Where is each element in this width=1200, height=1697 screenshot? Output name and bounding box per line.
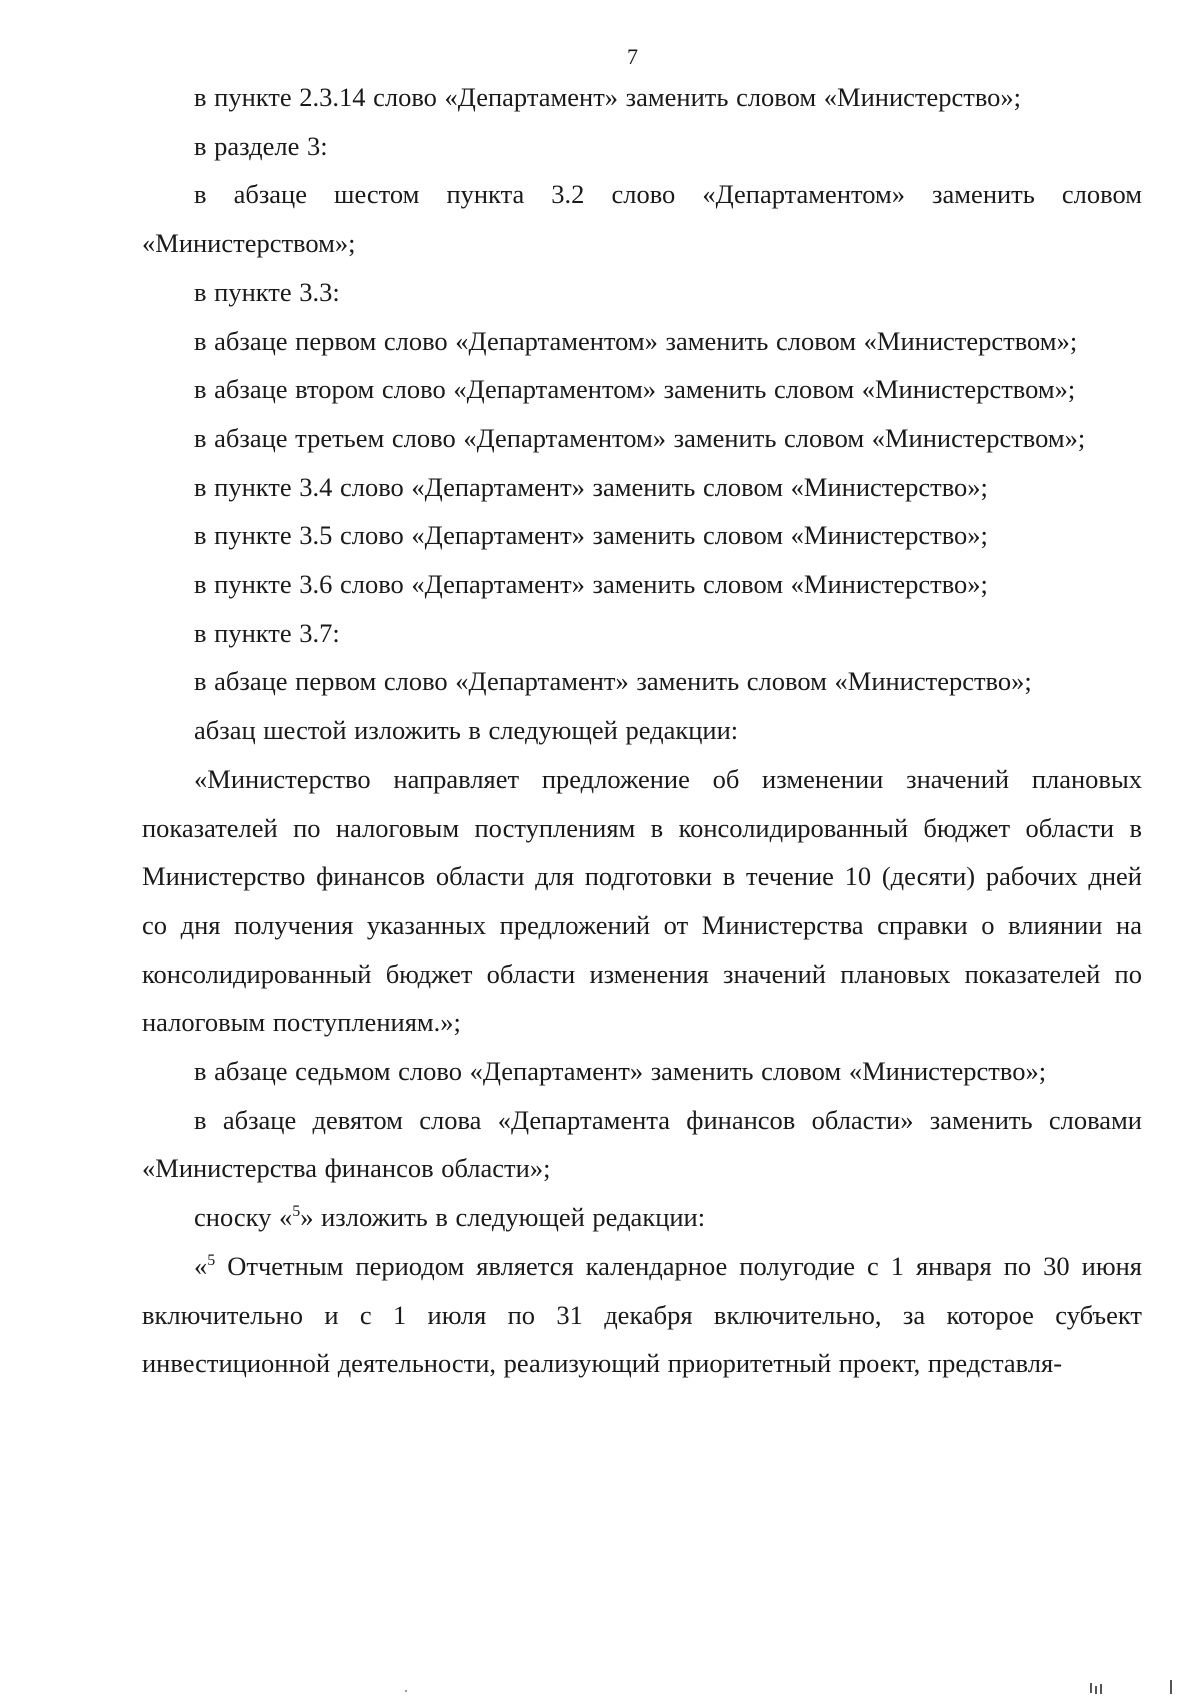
- paragraph: в абзаце девятом слова «Департамента финансов области» заменить словами «Министерства финансов области»;: [142, 1104, 1142, 1184]
- paragraph: в абзаце шестом пункта 3.2 слово «Департаментом» заменить словом «Министерством»;: [142, 179, 1142, 259]
- paragraph: в абзаце втором слово «Департаментом» заменить словом «Министерством»;: [194, 374, 1076, 405]
- paragraph: в пункте 3.6 слово «Департамент» заменить словом «Министерство»;: [194, 569, 988, 600]
- paragraph: в абзаце седьмом слово «Департамент» заменить словом «Министерство»;: [194, 1056, 1047, 1087]
- scan-artifact: [1090, 1683, 1092, 1693]
- footnote-text-paragraph: [142, 1242, 1142, 1388]
- paragraph: в пункте 3.4 слово «Департамент» заменить словом «Министерство»;: [194, 471, 988, 502]
- footnote-instruction-paragraph: [142, 1193, 1142, 1242]
- paragraph: в пункте 2.3.14 слово «Департамент» заменить словом «Министерство»;: [194, 82, 1022, 112]
- paragraph: в пункте 3.3:: [194, 276, 340, 307]
- footnote-mark: 5: [292, 1203, 301, 1221]
- footnote-instruction-prefix: сноску «: [194, 1202, 293, 1233]
- document-body: [142, 73, 1142, 1388]
- paragraph: в абзаце первом слово «Департаментом» заменить словом «Министерством»;: [194, 325, 1078, 356]
- paragraph: в разделе 3:: [194, 130, 328, 161]
- footnote-instruction-suffix: » изложить в следующей редакции:: [300, 1202, 706, 1233]
- paragraph: в пункте 3.5 слово «Департамент» заменить словом «Министерство»;: [194, 520, 988, 551]
- footnote-mark: 5: [207, 1251, 216, 1269]
- paragraph: в пункте 3.7:: [194, 617, 340, 648]
- page-number: 7: [627, 44, 638, 69]
- open-quote: «: [194, 1250, 208, 1281]
- quoted-paragraph: «Министерство направляет предложение об изменении значений плановых показателей по налоговым поступлениям в консолидированный бюджет области в Министерство финансов области для подготовки в течение 10 (десяти) рабочих дней со дня получения указанных предложений от Министерства справки о влиянии на консолидированный бюджет области изменения значений плановых показателей по налоговым поступлениям.»;: [142, 763, 1142, 1038]
- paragraph: в абзаце первом слово «Департамент» заменить словом «Министерство»;: [194, 666, 1032, 697]
- paragraph: абзац шестой изложить в следующей редакции:: [194, 715, 739, 746]
- scan-artifact: [1095, 1686, 1097, 1694]
- paragraph: в абзаце третьем слово «Департаментом» заменить словом «Министерством»;: [194, 422, 1086, 453]
- footnote-text: Отчетным периодом является календарное полугодие с 1 января по 30 июня включительно и с 1 июля по 31 декабря включительно, за которое субъект инвестиционной деятельности, реализующий приоритетный проект, представля-: [142, 1250, 1142, 1379]
- scan-artifact: [1170, 1680, 1172, 1694]
- scan-artifact: [1100, 1684, 1102, 1694]
- scan-artifact: [405, 1690, 407, 1692]
